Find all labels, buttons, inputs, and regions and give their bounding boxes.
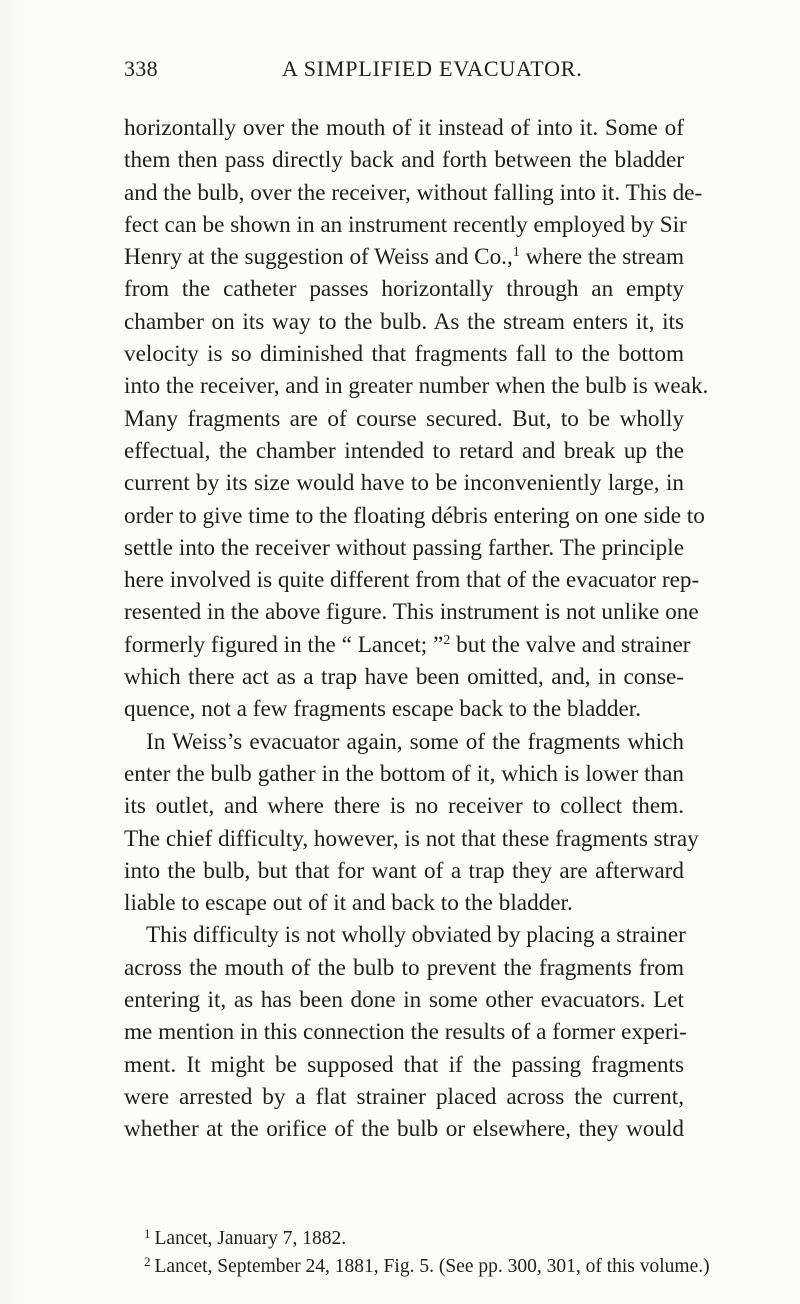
text-line: velocity is so diminished that fragments fall to the bottom (124, 341, 684, 368)
page-title: A SIMPLIFIED EVACUATOR. (282, 56, 583, 81)
text-line: here involved is quite different from that of the evacuator rep- (124, 567, 700, 594)
text-line: across the mouth of the bulb to prevent the fragments from (124, 954, 684, 981)
text-line: In Weiss’s evacuator again, some of the fragments which (146, 728, 684, 755)
text-line: from the catheter passes horizontally through an empty (124, 276, 684, 303)
text-line: whether at the orifice of the bulb or elsewhere, they would (124, 1116, 684, 1143)
body-text (124, 112, 709, 1146)
text-line: and the bulb, over the receiver, without falling into it. This de- (124, 179, 703, 206)
text-line: entering it, as has been done in some other evacuators. Let (124, 987, 684, 1014)
footnote (144, 1225, 689, 1253)
text-line: into the bulb, but that for want of a trap they are afterward (124, 857, 684, 884)
text-line: into the receiver, and in greater number when the bulb is weak. (124, 373, 709, 400)
footnote-ref[interactable]: 1 (512, 245, 520, 261)
text-line: them then pass directly back and forth between the bladder (124, 147, 684, 174)
text-line: enter the bulb gather in the bottom of it, which is lower than (124, 760, 684, 787)
text-line: chamber on its way to the bulb. As the stream enters it, its (124, 308, 684, 335)
text-line: quence, not a few fragments escape back to the bladder. (124, 696, 641, 723)
text-line: liable to escape out of it and back to the bladder. (124, 890, 573, 917)
text-line: resented in the above figure. This instrument is not unlike one (124, 599, 699, 626)
text-line: horizontally over the mouth of it instead of into it. Some of (124, 115, 684, 141)
footnote-ref[interactable]: 2 (443, 632, 451, 648)
text-line: The chief difficulty, however, is not that these fragments stray (124, 825, 699, 852)
text-line: me mention in this connection the results of a former experi- (124, 1019, 687, 1046)
text-line: settle into the receiver without passing farther. The principle (124, 534, 684, 561)
footnotes (144, 1225, 710, 1281)
text-line: fect can be shown in an instrument recently employed by Sir (124, 211, 687, 238)
text-line: This difficulty is not wholly obviated by placing a strainer (146, 922, 686, 949)
text-line: which there act as a trap have been omitted, and, in conse- (124, 664, 684, 691)
footnote (144, 1253, 710, 1281)
text-line: Henry at the suggestion of Weiss and Co.,$^1$ where the stream (124, 244, 684, 271)
footnote-marker: 1 (144, 1226, 151, 1241)
text-line: effectual, the chamber intended to retard and break up the (124, 437, 684, 464)
page-number: 338 (124, 56, 158, 81)
text-line: its outlet, and where there is no receiver to collect them. (124, 793, 684, 820)
text-line: formerly figured in the “ Lancet; ”$^2$ but the valve and strainer (124, 631, 691, 658)
footnote-marker: 2 (144, 1254, 151, 1269)
text-line: were arrested by a flat strainer placed across the current, (124, 1083, 684, 1110)
footnote-text: Lancet, September 24, 1881, Fig. 5. (See pp. 300, 301, of this volume.) (154, 1256, 710, 1277)
text-line: ment. It might be supposed that if the passing fragments (124, 1051, 684, 1078)
text-line: Many fragments are of course secured. But, to be wholly (124, 405, 684, 432)
text-line: order to give time to the floating débris entering on one side to (124, 502, 705, 529)
text-line: current by its size would have to be inconveniently large, in (124, 470, 684, 497)
footnote-text: Lancet, January 7, 1882. (154, 1228, 347, 1249)
running-head (124, 56, 684, 86)
